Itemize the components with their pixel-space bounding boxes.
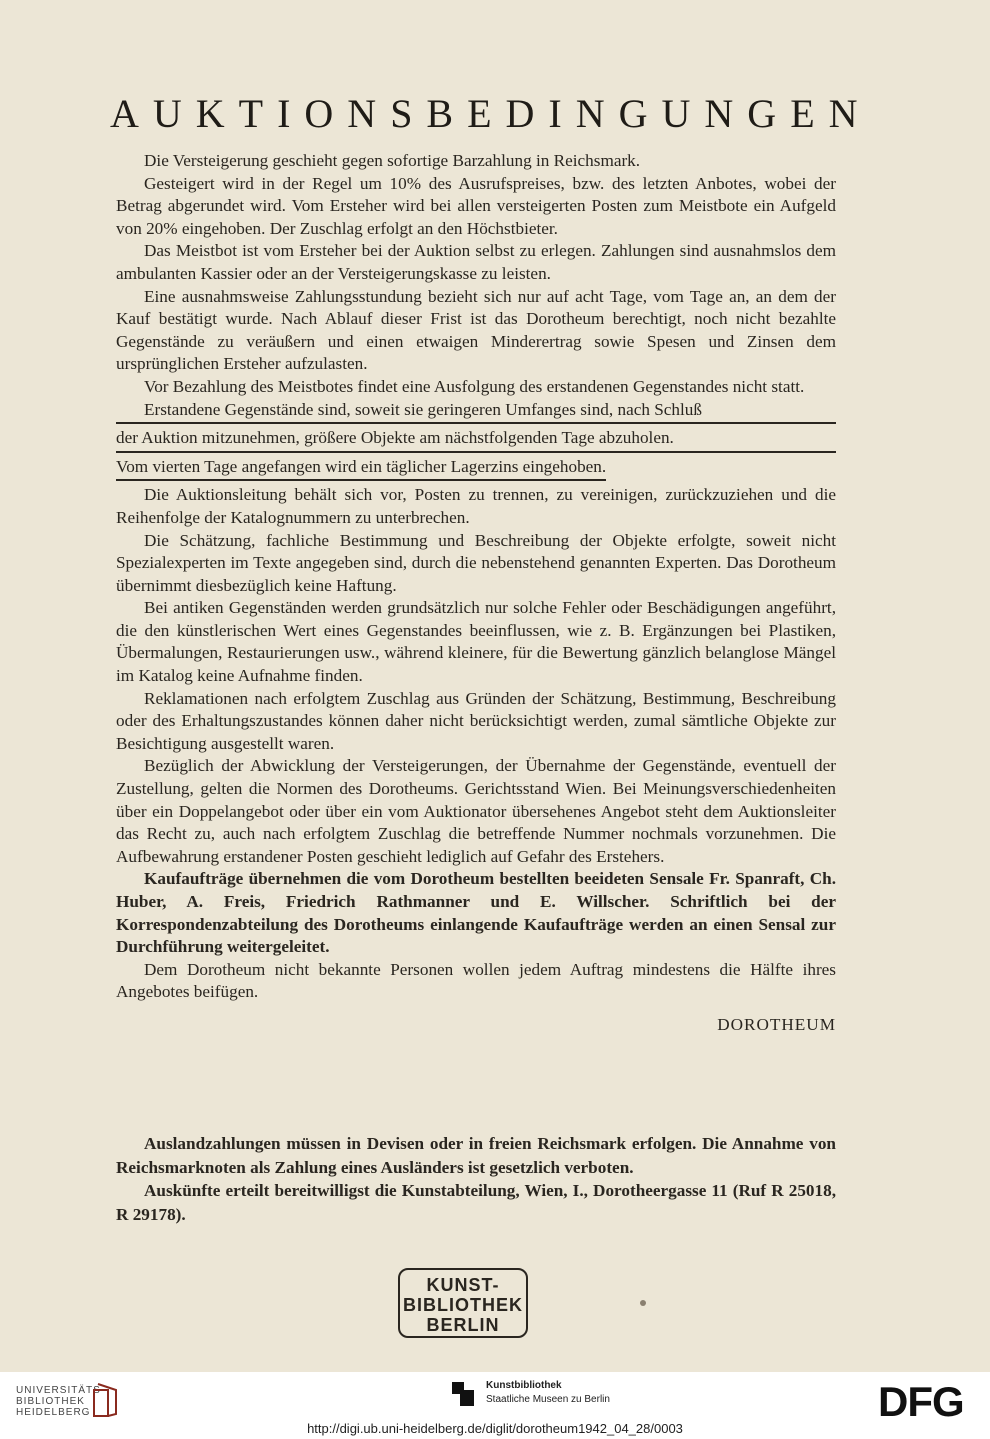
stamp-line: KUNST- [426, 1275, 500, 1295]
paragraph: Die Versteigerung geschieht gegen sofortige Barzahlung in Reichsmark. [144, 151, 641, 170]
paragraph: Eine ausnahmsweise Zahlungsstundung bezieht sich nur auf acht Tage, vom Tage an, an dem der Kauf bestätigt wurde. Nach Ablauf dieser Frist ist das Dorotheum berechtigt, noch nicht bezahlte Gegenstände zu veräußern und einen etwaigen Minderertrag sowie Spesen und Zinsen dem ursprünglichen Ersteher aufzulasten. [116, 286, 836, 374]
conditions-text [116, 150, 836, 1037]
speck [640, 1300, 646, 1306]
paragraph: Das Meistbot ist vom Ersteher bei der Auktion selbst zu erlegen. Zahlungen sind ausnahmslos dem ambulanten Kassier oder an der Versteigerungskasse zu leisten. [116, 241, 836, 283]
paragraph: Die Schätzung, fachliche Bestimmung und Beschreibung der Objekte erfolgte, soweit nicht Spezialexperten im Texte angegeben sind, durch die nebenstehend genannten Experten. Das Dorotheum übernimmt diesbezüglich keine Haftung. [116, 530, 836, 595]
kb-line: Kunstbibliothek [486, 1380, 562, 1391]
uni-line: BIBLIOTHEK [16, 1396, 85, 1407]
dfg-logo: DFG [878, 1378, 964, 1425]
footnote: Auskünfte erteilt bereitwilligst die Kunstabteilung, Wien, I., Dorotheergasse 11 (Ruf R 25018, R 29178). [116, 1181, 836, 1224]
underlined-line: Erstandene Gegenstände sind, soweit sie geringeren Umfanges sind, nach Schluß [116, 399, 836, 425]
library-stamp [398, 1268, 528, 1338]
uni-line: HEIDELBERG [16, 1407, 91, 1418]
source-url[interactable]: http://digi.ub.uni-heidelberg.de/diglit/dorotheum1942_04_28/0003 [307, 1421, 683, 1436]
paragraph: Vor Bezahlung des Meistbotes findet eine Ausfolgung des erstandenen Gegenstandes nicht statt. [144, 376, 805, 396]
kunstbibliothek-label [486, 1379, 610, 1407]
page-title: AUKTIONSBEDINGUNGEN [110, 91, 872, 136]
paragraph: Dem Dorotheum nicht bekannte Personen wollen jedem Auftrag mindestens die Hälfte ihres Angebotes beifügen. [116, 959, 836, 1002]
uni-heidelberg-logo-icon [92, 1380, 120, 1420]
paragraph: Bei antiken Gegenständen werden grundsätzlich nur solche Fehler oder Beschädigungen angeführt, die den künstlerischen Wert eines Gegenstandes beeinflussen, wie z. B. Ergänzungen bei Plastiken, Übermalungen, Restaurierungen usw., während kleinere, für die Bewertung gänzlich belanglose Mängel im Katalog keine Aufnahme finden. [116, 598, 836, 686]
underlined-line: Vom vierten Tage angefangen wird ein täglicher Lagerzins eingehoben. [116, 456, 606, 482]
kb-line: Staatliche Museen zu Berlin [486, 1394, 610, 1405]
footnotes [116, 1132, 836, 1226]
paragraph: Bezüglich der Abwicklung der Versteigerungen, der Übernahme der Gegenstände, eventuell der Zustellung, gelten die Normen des Dorotheums. Gerichtsstand Wien. Bei Meinungsverschiedenheiten über ein Doppelangebot oder über ein vom Auktionator übersehenes Angebot steht dem Auktionsleiter das Recht zu, auch nach erfolgtem Zuschlag die betreffende Nummer nochmals vorzunehmen. Die Aufbewahrung erstandener Posten geschieht lediglich auf Gefahr des Erstehers. [116, 756, 836, 866]
paragraph: Reklamationen nach erfolgtem Zuschlag aus Gründen der Schätzung, Bestimmung, Beschreibung oder des Erhaltungszustandes können daher nicht berücksichtigt werden, zumal sämtliche Objekte zur Besichtigung ausgestellt waren. [116, 688, 836, 753]
paragraph: Gesteigert wird in der Regel um 10% des Ausrufspreises, bzw. des letzten Anbotes, wobei der Betrag abgerundet wird. Vom Ersteher wird bei allen versteigerten Posten zum Meistbote ein Aufgeld von 20% eingehoben. Der Zuschlag erfolgt an den Höchstbieter. [116, 173, 836, 238]
paragraph: Die Auktionsleitung behält sich vor, Posten zu trennen, zu vereinigen, zurückzuziehen und die Reihenfolge der Katalognummern zu unterbrechen. [116, 485, 836, 527]
kunstbibliothek-logo-icon [452, 1382, 478, 1410]
stamp-line: BERLIN [426, 1315, 500, 1335]
stamp-line: BIBLIOTHEK [403, 1295, 523, 1315]
signature: DOROTHEUM [717, 1014, 836, 1034]
uni-line: UNIVERSITÄTS- [16, 1385, 106, 1396]
underlined-line: der Auktion mitzunehmen, größere Objekte am nächstfolgenden Tage abzuholen. [116, 427, 836, 453]
footnote: Auslandzahlungen müssen in Devisen oder in freien Reichsmark erfolgen. Die Annahme von Reichsmarknoten als Zahlung eines Ausländers ist gesetzlich verboten. [116, 1134, 836, 1177]
bold-paragraph: Kaufaufträge übernehmen die vom Dorotheum bestellten beeideten Sensale Fr. Spanraft, Ch. Huber, A. Freis, Friedrich Rathmanner und E. Willscher. Schriftlich bei der Korrespondenzabteilung des Dorotheums einlangende Kaufaufträge werden an einen Sensal zur Durchführung weitergeleitet. [116, 869, 836, 957]
